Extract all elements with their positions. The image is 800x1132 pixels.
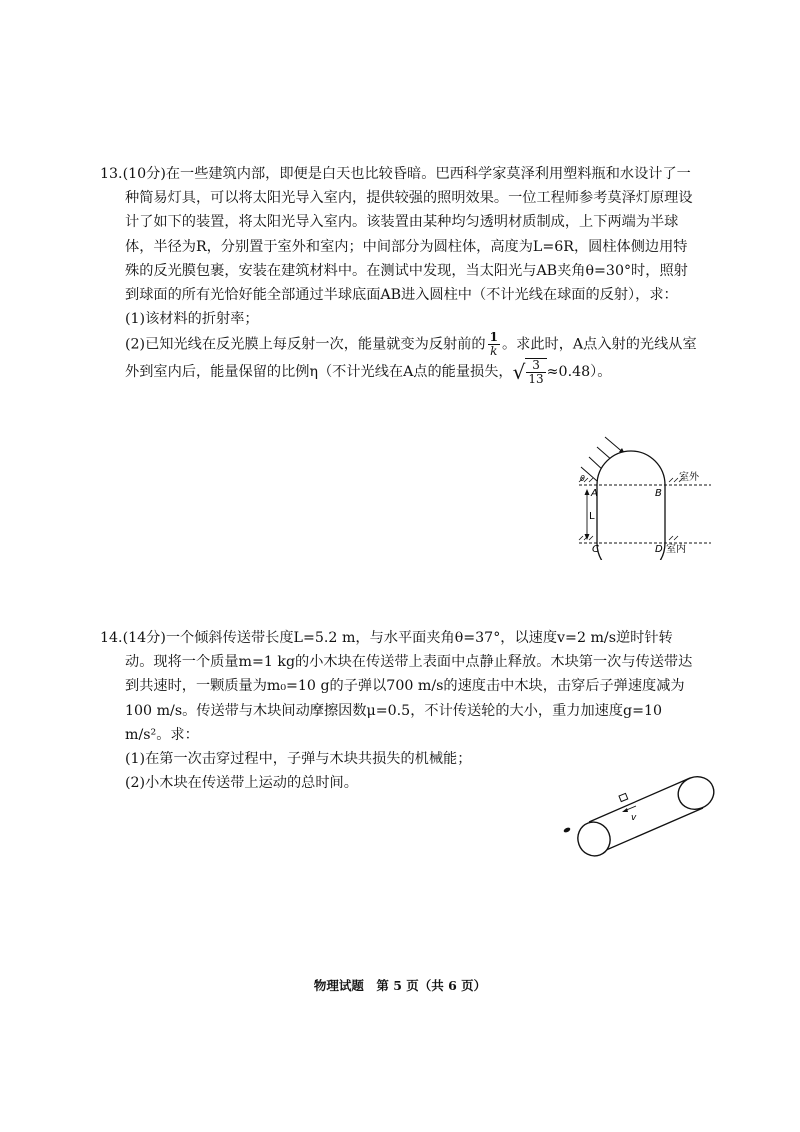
question-14 — [100, 626, 700, 795]
belt-top-surface — [589, 778, 690, 822]
q13-part2-text-b: 。求此时，A点入射的光线从室外到室内后，能量保留的比例η（不计光线在A点的能量损失， — [125, 336, 697, 381]
page-footer: 物理试题 第 5 页（共 6 页） — [313, 978, 487, 993]
lower-roller — [573, 818, 615, 860]
label-B: B — [655, 488, 662, 499]
sqrt-numerator: 3 — [526, 359, 545, 373]
label-indoor: 室内 — [666, 544, 686, 555]
sqrt-denominator: 13 — [528, 372, 544, 387]
label-L: L — [589, 511, 595, 522]
label-v: v — [631, 813, 637, 823]
label-theta: θ — [580, 474, 585, 483]
q13-part2 — [100, 331, 700, 386]
label-D: D — [655, 544, 663, 555]
q13-part1: (1)该材料的折射率； — [125, 311, 259, 328]
label-C: C — [592, 544, 599, 555]
label-outdoor: 室外 — [679, 472, 699, 483]
sqrt-expression — [513, 358, 547, 386]
label-A: A — [591, 488, 598, 499]
belt-bottom-surface — [597, 808, 703, 854]
wooden-block — [619, 793, 628, 801]
q14-part1: (1)在第一次击穿过程中，子弹与木块共损失的机械能； — [125, 751, 472, 768]
q14-part2: (2)小木块在传送带上运动的总时间。 — [125, 775, 358, 792]
sqrt-fraction — [526, 359, 545, 386]
energy-fraction — [488, 331, 500, 358]
q14-stem: 14.(14分)一个倾斜传送带长度L=5.2 m，与水平面夹角θ=37°，以速度v=2 m/s逆时针转动。现将一个质量m=1 kg的小木块在传送带上表面中点静止释放。木块第一次与传送带达到共速时，一颗质量为m₀=10 g的子弹以700 m/s的速度击中木块，击穿后子弹速度减为100 m/s。传送带与木块间动摩擦因数μ=0.5，不计传送轮的大小，重力加速度g=10 m/s²。求： — [100, 630, 693, 743]
conveyor-belt-figure — [560, 775, 720, 860]
radical-sign: √ — [512, 360, 526, 385]
question-13 — [100, 162, 700, 386]
fraction-numerator: 1 — [489, 330, 498, 345]
q13-part2-text-c: ≈0.48）。 — [546, 364, 612, 381]
q13-stem: 13.(10分)在一些建筑内部，即便是白天也比较昏暗。巴西科学家莫泽利用塑料瓶和水设计了一种简易灯具，可以将太阳光导入室内，提供较强的照明效果。一位工程师参考莫泽灯原理设计了如下的装置，将太阳光导入室内。该装置由某种均匀透明材质制成，上下两端为半球体，半径为R，分别置于室外和室内；中间部分为圆柱体，高度为L=6R，圆柱体侧边用特殊的反光膜包裹，安装在建筑材料中。在测试中发现，当太阳光与AB夹角θ=30°时，照射到球面的所有光恰好能全部通过半球底面AB进入圆柱中（不计光线在球面的反射），求： — [100, 166, 693, 304]
light-pipe-figure — [575, 435, 715, 560]
fraction-denominator: k — [490, 344, 498, 359]
bullet — [563, 827, 571, 834]
upper-roller — [674, 775, 719, 814]
q13-part2-text-a: (2)已知光线在反光膜上每反射一次，能量就变为反射前的 — [125, 336, 486, 353]
